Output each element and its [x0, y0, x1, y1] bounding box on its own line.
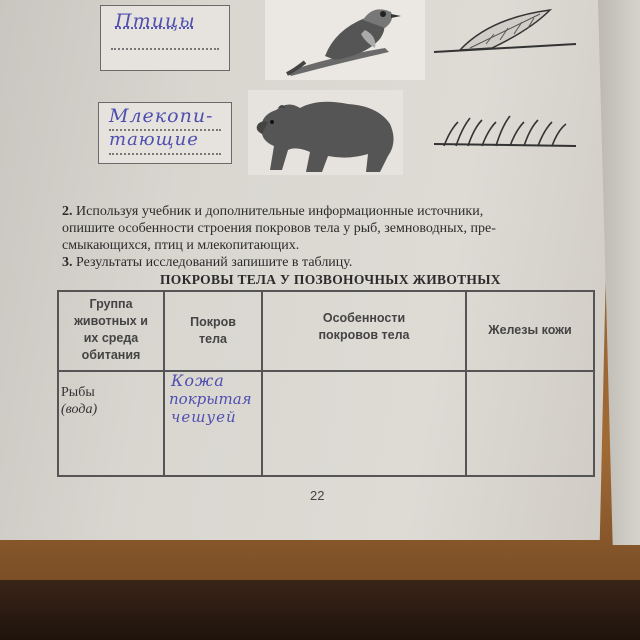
handwritten-word-birds: Птицы: [115, 10, 196, 32]
bear-icon: [248, 90, 403, 175]
cover-line2: покрытая: [169, 390, 252, 408]
header-group-l2: животных и: [74, 314, 148, 328]
task-2-line1: [62, 203, 592, 220]
cover-line3: чешуей: [171, 408, 237, 426]
table-border-right: [593, 290, 595, 476]
dotted-line: [109, 129, 221, 131]
skin-cover-table: [57, 290, 595, 476]
task-3-number: 3.: [62, 255, 73, 270]
header-features: [263, 310, 465, 344]
header-cover: [165, 314, 261, 348]
feather-icon: [430, 0, 580, 70]
handwritten-word-mammals-line1: Млекопи-: [109, 105, 214, 127]
header-glands: [467, 322, 593, 339]
word-card-mammals: [98, 102, 232, 164]
word-card-birds: [100, 5, 230, 71]
task-2-line3: смыкающихся, птиц и млекопитающих.: [62, 238, 300, 253]
header-cover-l1: Покров: [190, 315, 236, 329]
row-fish-cover-handwritten: [169, 372, 261, 426]
bird-icon: [265, 0, 425, 80]
header-glands-l1: Железы кожи: [488, 323, 572, 337]
table-border-top: [57, 290, 595, 292]
row-fish-habitat-text: (вода): [61, 402, 98, 417]
row-fish-group: [61, 384, 97, 418]
page-number: 22: [310, 488, 325, 503]
hair-icon: [430, 100, 580, 170]
header-cover-l2: тела: [199, 332, 227, 346]
row-fish-features[interactable]: [263, 372, 465, 475]
row-fish-habitat: [61, 401, 97, 418]
task-3: [62, 254, 592, 271]
task-2-number: 2.: [62, 204, 73, 219]
row-fish-name: Рыбы: [61, 385, 95, 400]
desk-shadow: [0, 580, 640, 640]
header-group-l4: обитания: [81, 348, 141, 362]
row-fish-glands[interactable]: [467, 372, 593, 475]
header-group-l1: Группа: [89, 297, 133, 311]
header-features-l2: покровов тела: [318, 328, 410, 342]
task-2-line2: опишите особенности строения покровов тела у рыб, земноводных, пре-: [62, 221, 496, 236]
header-features-l1: Особенности: [322, 311, 406, 325]
task-2-text-1: Используя учебник и дополнительные информационные источники,: [76, 204, 484, 219]
dotted-line: [111, 48, 219, 50]
cover-line1: Кожа: [171, 371, 225, 390]
handwritten-word-mammals-line2: тающие: [109, 129, 199, 150]
header-group: [59, 296, 163, 364]
task-2: [62, 203, 592, 254]
table-border-bottom: [57, 475, 595, 477]
table-title: ПОКРОВЫ ТЕЛА У ПОЗВОНОЧНЫХ ЖИВОТНЫХ: [160, 272, 501, 287]
header-group-l3: их среда: [83, 331, 139, 345]
task-3-text: Результаты исследований запишите в таблицу.: [76, 255, 353, 270]
dotted-line: [109, 153, 221, 155]
